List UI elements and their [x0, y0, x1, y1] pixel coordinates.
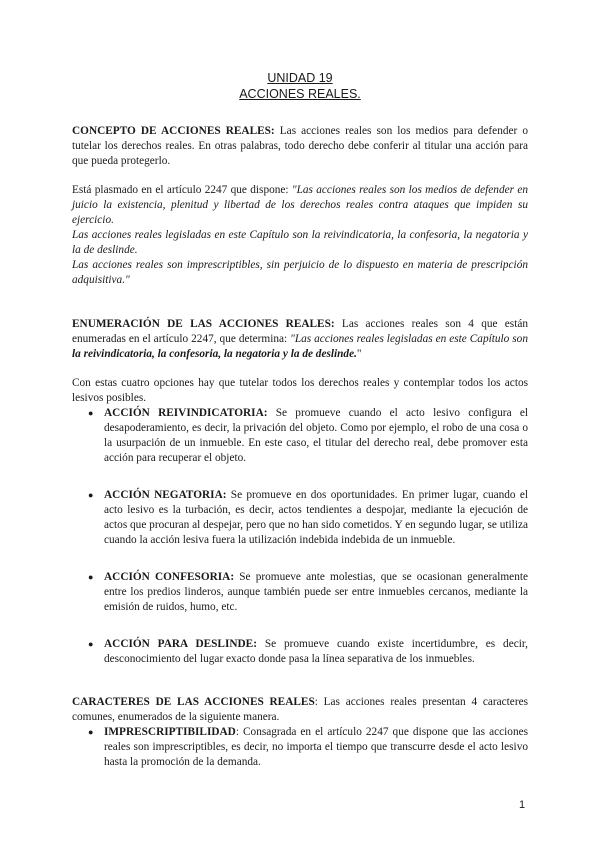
list-item — [72, 637, 528, 667]
enumeracion-quote-bold: la reivindicatoria, la confesoria, la negatoria y la de deslinde. — [72, 348, 357, 360]
concepto-text: Las acciones reales son los medios para defender o tutelar los derechos reales. En otras palabras, todo derecho debe conferir al titular una acción para que pueda protegerlo. — [72, 125, 528, 167]
opciones-intro: Con estas cuatro opciones hay que tutelar todos los derechos reales y contemplar todos los actos lesivos posibles. — [72, 377, 528, 404]
caracter-colon: : — [235, 726, 239, 738]
page-number: 1 — [519, 799, 526, 811]
page-title: ACCIONES REALES. — [239, 87, 361, 101]
caracteres-colon: : — [314, 696, 318, 708]
accion-text: Se promueve cuando existe incertidumbre, es decir, desconocimiento del lugar exacto donde pasa la línea separativa de los inmuebles. — [104, 638, 528, 665]
acciones-list — [72, 406, 528, 667]
articulo-quote-2-paragraph — [72, 228, 528, 258]
bullet-icon: ● — [88, 727, 94, 737]
unit-number: UNIDAD 19 — [267, 71, 333, 85]
list-item — [72, 570, 528, 615]
document-page — [72, 70, 528, 770]
accion-label: ACCIÓN CONFESORIA: — [104, 571, 235, 583]
accion-label: ACCIÓN PARA DESLINDE: — [104, 638, 257, 650]
articulo-quote-2: Las acciones reales legisladas en este Capítulo son la reivindicatoria, la confesoria, la negatoria y la de deslinde. — [72, 229, 528, 256]
articulo-quote-3: Las acciones reales son imprescriptibles, sin perjuicio de lo dispuesto en materia de prescripción adquisitiva." — [72, 259, 528, 286]
bullet-icon: ● — [88, 408, 94, 418]
caracteres-paragraph — [72, 695, 528, 725]
accion-label: ACCIÓN NEGATORIA: — [104, 489, 227, 501]
accion-label: ACCIÓN REIVINDICATORIA: — [104, 407, 268, 419]
bullet-icon: ● — [88, 639, 94, 649]
articulo-quote-1: "Las acciones reales son los medios de defender en juicio la existencia, plenitud y libertad de los derechos reales contra ataques que impiden su ejercicio. — [72, 184, 529, 226]
articulo-quote-3-paragraph — [72, 258, 528, 288]
caracter-label: IMPRESCRIPTIBILIDAD — [104, 726, 236, 738]
articulo-intro: Está plasmado en el artículo 2247 que dispone: — [72, 184, 292, 196]
list-item — [72, 406, 528, 466]
accion-text: Se promueve en dos oportunidades. En primer lugar, cuando el acto lesivo es la turbación, es decir, actos tendientes a despojar, mediante la ejecución de actos que procuran al despejar, pero que no han sido cometidos. Y en segundo lugar, se utiliza cuando la acción lesiva fuera la utilización indebida indebida de un inmueble. — [104, 489, 528, 546]
list-item — [72, 725, 528, 770]
caracteres-text: Las acciones reales presentan 4 caracteres comunes, enumerados de la siguiente manera. — [72, 696, 528, 723]
enumeracion-quote-start: "Las acciones reales legisladas en este Capítulo son — [290, 333, 528, 345]
concepto-paragraph — [72, 124, 528, 169]
bullet-icon: ● — [88, 572, 94, 582]
list-item — [72, 488, 528, 548]
articulo-paragraph — [72, 183, 528, 228]
caracter-text: Consagrada en el artículo 2247 que dispone que las acciones reales son imprescriptibles, es decir, no importa el tiempo que transcurre desde el acto lesivo hasta la promoción de la demanda. — [104, 726, 528, 768]
accion-text: Se promueve cuando el acto lesivo configura el desapoderamiento, es decir, la privación del objeto. Como por ejemplo, el robo de una cosa o la usurpación de un inmueble. En este caso, el titular del derecho real, debe promover esta acción para recuperar el objeto. — [104, 407, 528, 464]
enumeracion-quote-end: " — [356, 348, 362, 360]
caracteres-list — [72, 725, 528, 770]
caracteres-heading: CARACTERES DE LAS ACCIONES REALES — [72, 696, 315, 708]
enumeracion-paragraph — [72, 317, 528, 362]
accion-text: Se promueve ante molestias, que se ocasionan generalmente entre los predios linderos, aunque también puede ser entre inmuebles cercanos, mediante la emisión de ruidos, humo, etc. — [104, 571, 528, 613]
bullet-icon: ● — [88, 490, 94, 500]
enumeracion-heading: ENUMERACIÓN DE LAS ACCIONES REALES: — [72, 318, 335, 330]
concepto-heading: CONCEPTO DE ACCIONES REALES: — [72, 125, 275, 137]
enumeracion-text: Las acciones reales son 4 que están enumeradas en el artículo 2247, que determina: — [72, 318, 528, 345]
